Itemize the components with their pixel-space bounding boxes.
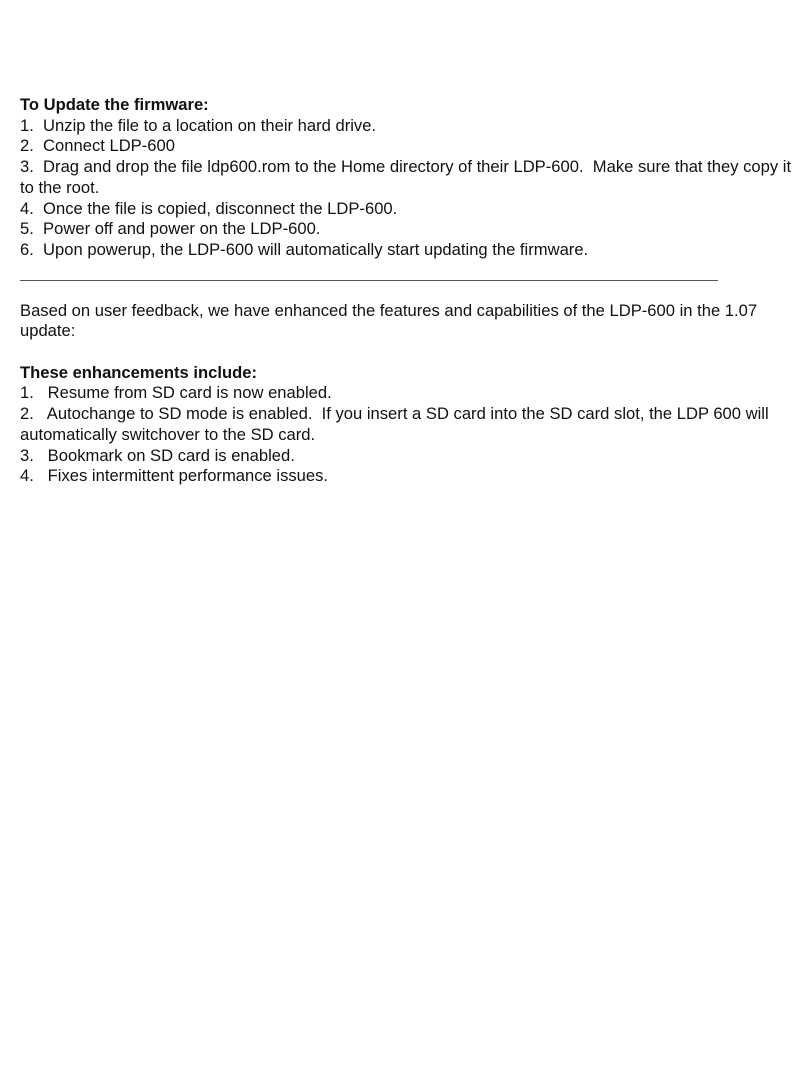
horizontal-divider <box>20 280 718 281</box>
enhancements-heading: These enhancements include: <box>20 362 257 382</box>
update-step-3: 3. Drag and drop the file ldp600.rom to the Home directory of their LDP-600. Make sure that they copy it to the root. <box>20 157 796 197</box>
enhancement-item-3: 3. Bookmark on SD card is enabled. <box>20 445 295 465</box>
enhancement-item-1: 1. Resume from SD card is now enabled. <box>20 383 332 403</box>
enhancement-item-4: 4. Fixes intermittent performance issues. <box>20 466 329 486</box>
update-step-1: 1. Unzip the file to a location on their hard drive. <box>20 115 377 135</box>
update-step-2: 2. Connect LDP-600 <box>20 136 175 156</box>
enhancement-intro: Based on user feedback, we have enhanced the features and capabilities of the LDP-600 in the 1.07 update: <box>20 300 758 341</box>
update-step-4: 4. Once the file is copied, disconnect the LDP-600. <box>20 198 398 218</box>
update-firmware-heading: To Update the firmware: <box>20 95 209 114</box>
enhancement-item-2: 2. Autochange to SD mode is enabled. If you insert a SD card into the SD card slot, the LDP 600 will automatically switchover to the SD card. <box>20 404 774 444</box>
update-step-5: 5. Power off and power on the LDP-600. <box>20 219 321 239</box>
update-step-6: 6. Upon powerup, the LDP-600 will automatically start updating the firmware. <box>20 239 589 259</box>
spacer <box>20 342 800 363</box>
document-page <box>20 95 800 487</box>
